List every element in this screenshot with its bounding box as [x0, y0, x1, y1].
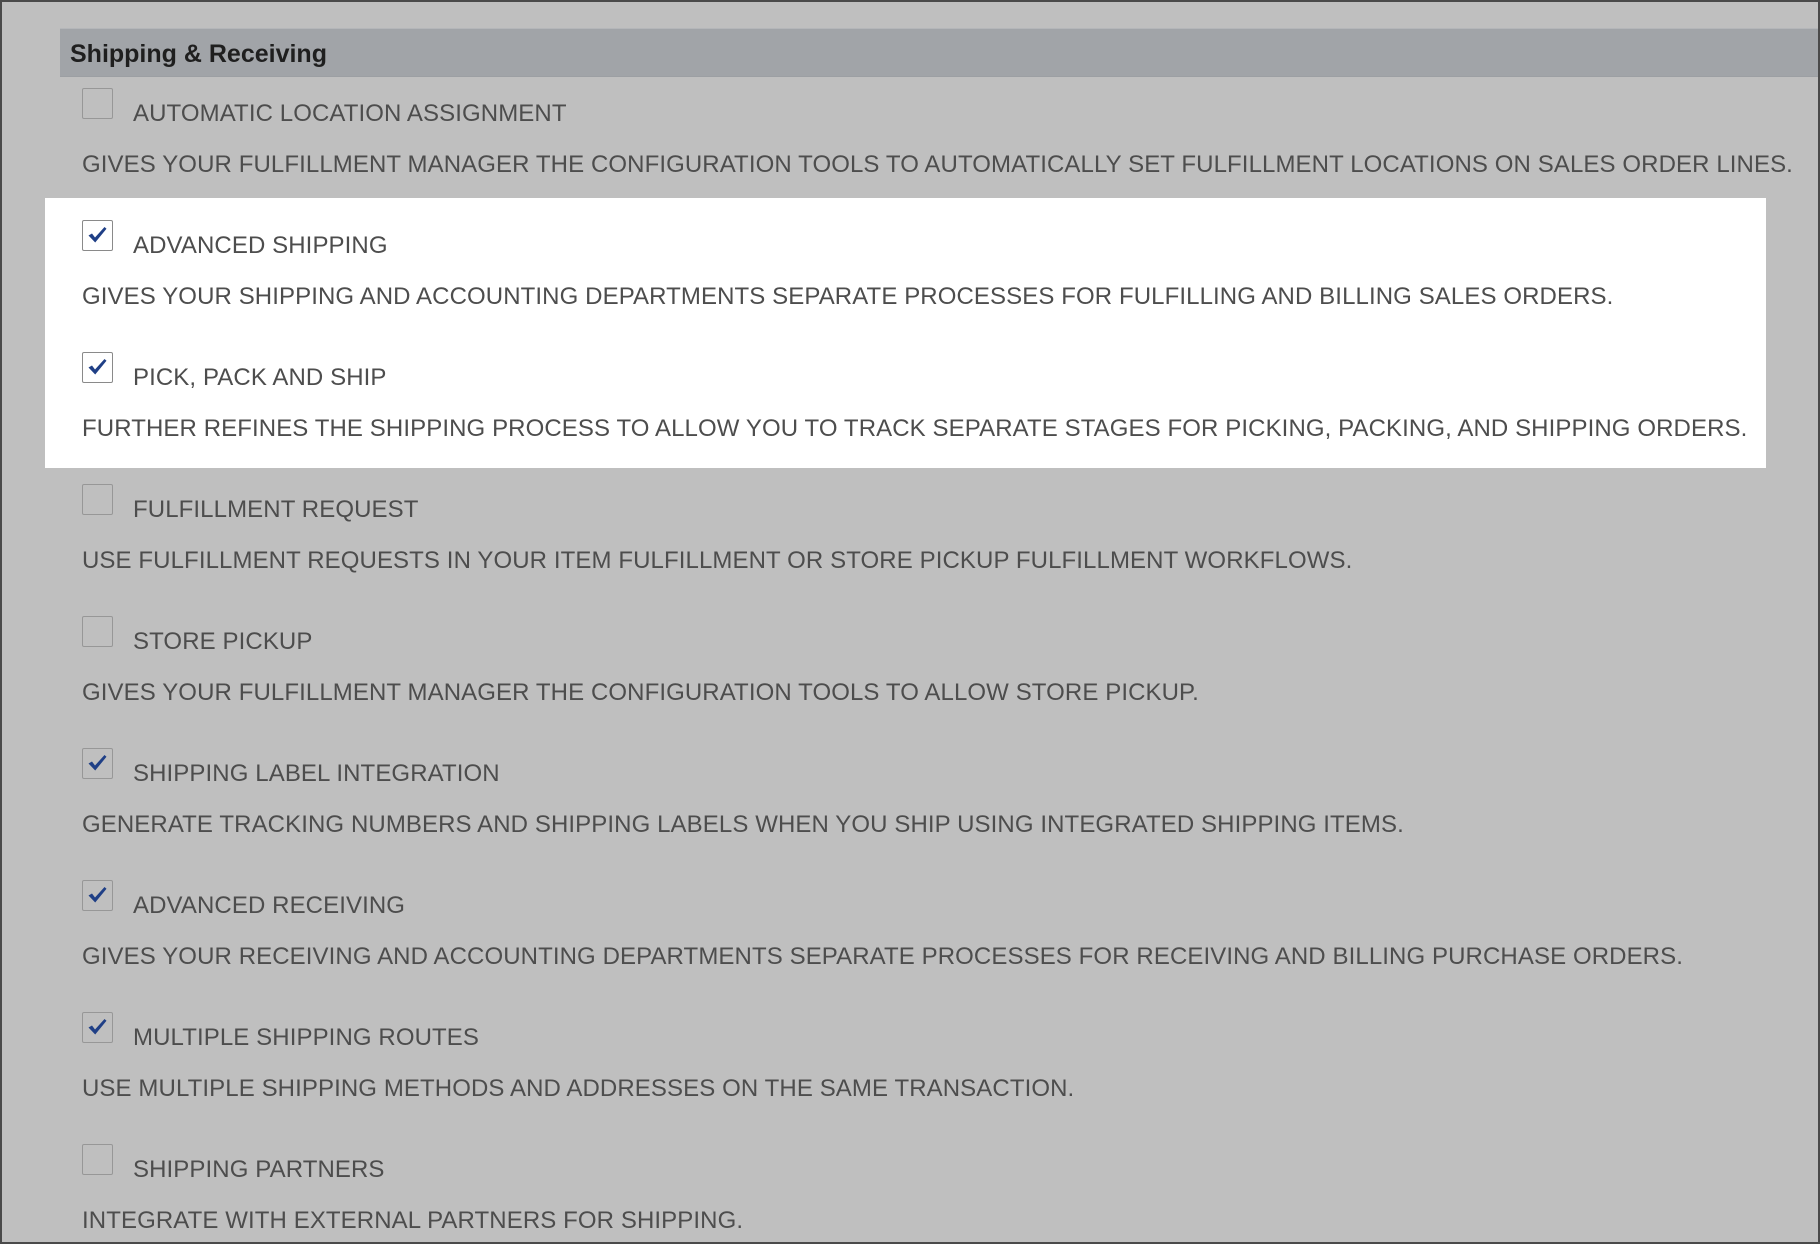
feature-checkbox[interactable] — [82, 748, 113, 779]
feature-description: GIVES YOUR RECEIVING AND ACCOUNTING DEPARTMENTS SEPARATE PROCESSES FOR RECEIVING AND BILLING PURCHASE ORDERS. — [82, 943, 1683, 970]
feature-checkbox[interactable] — [82, 484, 113, 515]
feature-row — [82, 1012, 1798, 1144]
feature-checkbox[interactable] — [82, 220, 113, 251]
feature-label: MULTIPLE SHIPPING ROUTES — [133, 1024, 480, 1051]
feature-label: FULFILLMENT REQUEST — [133, 496, 419, 523]
checkmark-icon — [86, 224, 108, 246]
feature-row — [82, 484, 1798, 616]
checkmark-icon — [86, 356, 108, 378]
feature-checkbox[interactable] — [82, 880, 113, 911]
feature-label: SHIPPING LABEL INTEGRATION — [133, 760, 500, 787]
feature-description: INTEGRATE WITH EXTERNAL PARTNERS FOR SHIPPING. — [82, 1207, 744, 1234]
feature-label: PICK, PACK AND SHIP — [133, 364, 387, 391]
section-header — [60, 28, 1818, 77]
feature-checkbox[interactable] — [82, 352, 113, 383]
feature-checkbox[interactable] — [82, 1012, 113, 1043]
feature-checkbox[interactable] — [82, 88, 113, 119]
checkmark-icon — [86, 884, 108, 906]
feature-description: GENERATE TRACKING NUMBERS AND SHIPPING LABELS WHEN YOU SHIP USING INTEGRATED SHIPPING ITEMS. — [82, 811, 1404, 838]
feature-description: GIVES YOUR FULFILLMENT MANAGER THE CONFIGURATION TOOLS TO AUTOMATICALLY SET FULFILLMENT LOCATIONS ON SALES ORDER LINES. — [82, 151, 1793, 178]
feature-checkbox[interactable] — [82, 1144, 113, 1175]
feature-row — [82, 352, 1798, 484]
section-title: Shipping & Receiving — [70, 40, 327, 68]
feature-row — [82, 880, 1798, 1012]
feature-row — [82, 1144, 1798, 1244]
feature-label: STORE PICKUP — [133, 628, 313, 655]
feature-label: ADVANCED RECEIVING — [133, 892, 406, 919]
feature-description: GIVES YOUR FULFILLMENT MANAGER THE CONFIGURATION TOOLS TO ALLOW STORE PICKUP. — [82, 679, 1199, 706]
feature-row — [82, 88, 1798, 220]
feature-checkbox[interactable] — [82, 616, 113, 647]
feature-description: FURTHER REFINES THE SHIPPING PROCESS TO ALLOW YOU TO TRACK SEPARATE STAGES FOR PICKING, PACKING, AND SHIPPING ORDERS. — [82, 415, 1748, 442]
feature-row — [82, 616, 1798, 748]
checkmark-icon — [86, 1016, 108, 1038]
feature-label: SHIPPING PARTNERS — [133, 1156, 385, 1183]
feature-label: AUTOMATIC LOCATION ASSIGNMENT — [133, 100, 567, 127]
feature-description: GIVES YOUR SHIPPING AND ACCOUNTING DEPARTMENTS SEPARATE PROCESSES FOR FULFILLING AND BILLING SALES ORDERS. — [82, 283, 1614, 310]
feature-row — [82, 220, 1798, 352]
feature-description: USE MULTIPLE SHIPPING METHODS AND ADDRESSES ON THE SAME TRANSACTION. — [82, 1075, 1075, 1102]
feature-description: USE FULFILLMENT REQUESTS IN YOUR ITEM FULFILLMENT OR STORE PICKUP FULFILLMENT WORKFLOWS. — [82, 547, 1353, 574]
feature-row — [82, 748, 1798, 880]
checkmark-icon — [86, 752, 108, 774]
feature-label: ADVANCED SHIPPING — [133, 232, 388, 259]
